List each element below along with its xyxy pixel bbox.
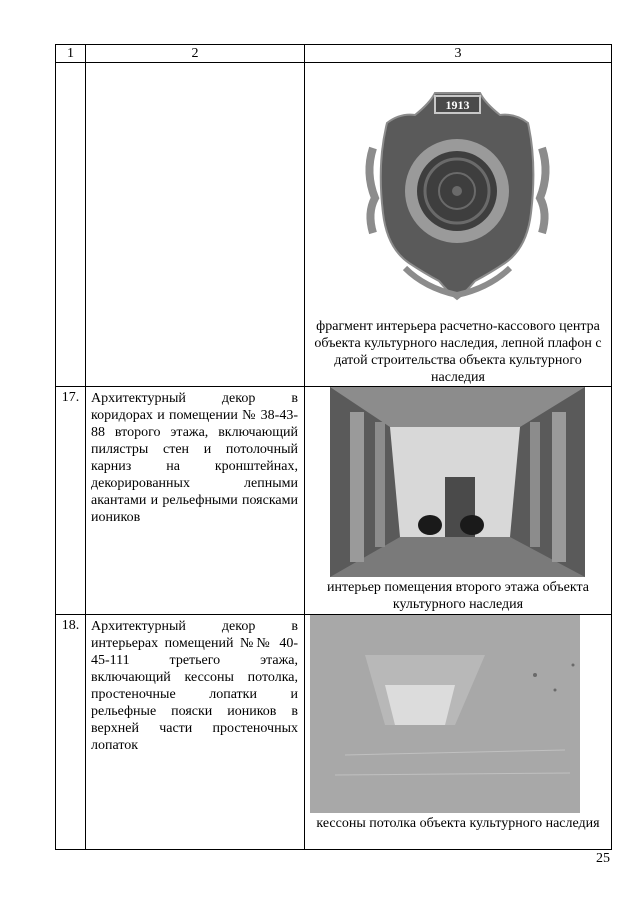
row-image-cell (305, 387, 612, 615)
row-description: Архитектурный декор в коридорах и помещении № 38-43-88 второго этажа, включающий пилястры стен и потолочный карниз на кронштейнах, декорированных лепными акантами и рельефными поясками иоников (86, 387, 305, 615)
row-description (86, 63, 305, 387)
row-caption: интерьер помещения второго этажа объекта культурного наследия (327, 580, 589, 612)
coffers-photo (305, 615, 610, 815)
header-col-2: 2 (86, 45, 305, 63)
row-number: 17. (56, 387, 86, 615)
corridor-photo (330, 387, 635, 580)
row-image-cell (305, 615, 612, 850)
row-description: Архитектурный декор в интерьерах помещений №№ 40-45-111 третьего этажа, включающий кессоны потолка, простеночные лопатки и рельефные пояски иоников в верхней части простеночных лопаток (86, 615, 305, 850)
row-caption: фрагмент интерьера расчетно-кассового центра объекта культурного наследия, лепной плафон с датой строительства объекта культурного наследия (314, 319, 602, 385)
table-row (56, 63, 612, 387)
header-col-3: 3 (305, 45, 612, 63)
plafond-photo (305, 63, 610, 318)
table-row (56, 387, 612, 615)
row-number (56, 63, 86, 387)
table-row (56, 615, 612, 850)
table-header-row (56, 45, 612, 63)
row-caption: кессоны потолка объекта культурного наследия (316, 816, 600, 831)
row-image-cell (305, 63, 612, 387)
row-number: 18. (56, 615, 86, 850)
plafond-year-text: 1913 (445, 98, 470, 112)
heritage-decor-table (55, 44, 612, 850)
header-col-1: 1 (56, 45, 86, 63)
page-number: 25 (596, 851, 610, 866)
